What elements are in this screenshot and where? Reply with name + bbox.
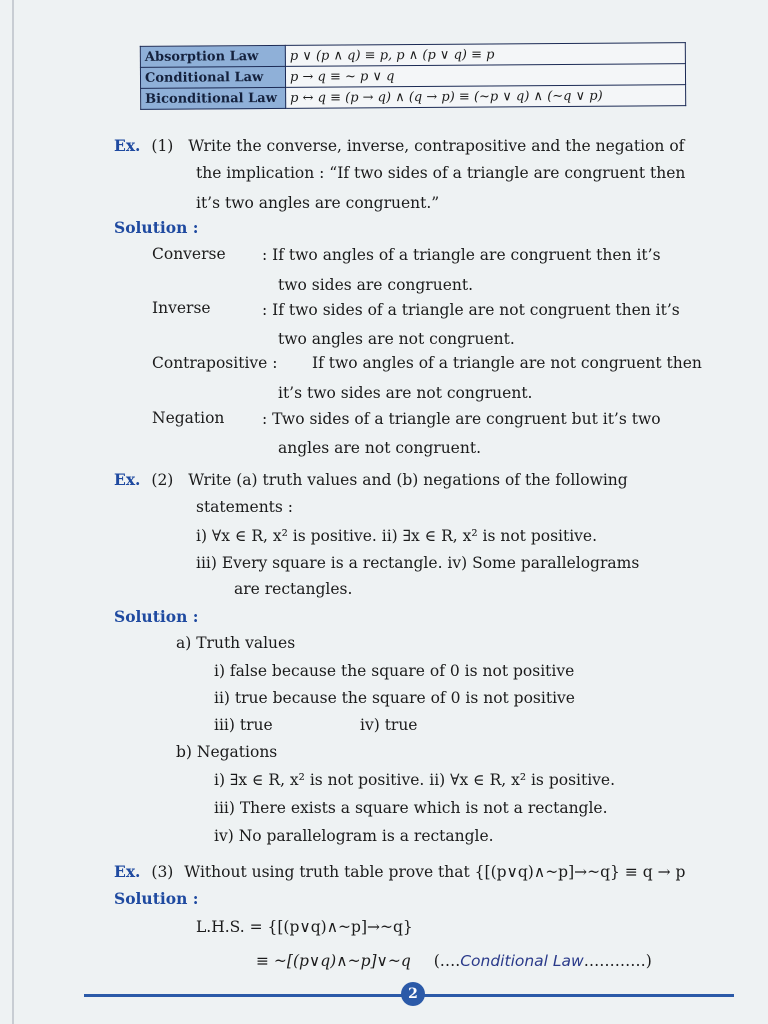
answer-text: : If two sides of a triangle are not congruent then it’s — [262, 301, 680, 319]
solution-heading: Solution : — [114, 218, 199, 237]
answer-text: two sides are congruent. — [278, 276, 474, 294]
equation-line — [256, 951, 652, 971]
reason-close: …………) — [583, 952, 652, 970]
law-name: Conditional Law — [140, 66, 285, 88]
question-text: it’s two angles are congruent.” — [196, 194, 440, 212]
question-text: Without using truth table prove that {[(p∨q)∧~p]→~q} ≡ q → p — [184, 863, 686, 881]
question-text: i) ∀x ∈ R, x² is positive. ii) ∃x ∈ R, x² is not positive. — [196, 527, 598, 545]
answer-text: angles are not congruent. — [278, 439, 481, 457]
equation-text: ≡ ~[(p∨q)∧~p]∨~q — [256, 952, 411, 970]
example-number: (1) — [151, 137, 174, 155]
law-name: Absorption Law — [140, 45, 285, 67]
answer-subheading: b) Negations — [176, 743, 278, 761]
answer-text: iv) No parallelogram is a rectangle. — [214, 827, 494, 845]
question-text: Write the converse, inverse, contrapositive and the negation of — [188, 137, 685, 155]
solution-heading: Solution : — [114, 889, 199, 908]
question-text: are rectangles. — [234, 580, 353, 598]
ex3-question-line — [114, 862, 685, 882]
laws-table — [140, 42, 686, 110]
answer-text: i) ∃x ∈ R, x² is not positive. ii) ∀x ∈ R, x² is positive. — [214, 771, 616, 789]
law-name: Biconditional Law — [141, 87, 286, 109]
question-text: iii) Every square is a rectangle. iv) Some parallelograms — [196, 554, 640, 572]
handwritten-reason: Conditional Law — [460, 952, 584, 970]
answer-text: : If two angles of a triangle are congruent then it’s — [262, 246, 661, 264]
example-number: (2) — [151, 471, 174, 489]
answer-text: iv) true — [360, 716, 418, 734]
reason-open: (…. — [433, 952, 461, 970]
equation-line: L.H.S. = {[(p∨q)∧~p]→~q} — [196, 918, 413, 936]
example-label: Ex. — [114, 862, 141, 881]
solution-heading: Solution : — [114, 607, 199, 626]
example-label: Ex. — [114, 136, 141, 155]
law-expression: p ∨ (p ∧ q) ≡ p, p ∧ (p ∨ q) ≡ p — [285, 43, 685, 67]
answer-label: Negation — [152, 409, 225, 427]
answer-text: iii) true — [214, 716, 273, 734]
question-text: Write (a) truth values and (b) negations of the following — [188, 471, 628, 489]
answer-text: it’s two sides are not congruent. — [278, 384, 533, 402]
ex2-question-line — [114, 470, 628, 490]
answer-label: Converse — [152, 245, 226, 263]
page-number: 2 — [401, 982, 425, 1006]
answer-label: Inverse — [152, 299, 211, 317]
table-row — [141, 85, 686, 110]
answer-text: iii) There exists a square which is not a rectangle. — [214, 799, 608, 817]
answer-text: ii) true because the square of 0 is not positive — [214, 689, 575, 707]
question-text: statements : — [196, 498, 294, 516]
answer-text: two angles are not congruent. — [278, 330, 515, 348]
binding-edge — [12, 0, 14, 1024]
example-label: Ex. — [114, 470, 141, 489]
law-expression: p ↔ q ≡ (p → q) ∧ (q → p) ≡ (~p ∨ q) ∧ (~q ∨ p) — [286, 85, 686, 109]
answer-text: i) false because the square of 0 is not positive — [214, 662, 575, 680]
example-number: (3) — [151, 863, 174, 881]
question-text: the implication : “If two sides of a triangle are congruent then — [196, 164, 686, 182]
answer-label: Contrapositive : — [152, 354, 278, 372]
answer-text: If two angles of a triangle are not congruent then — [312, 354, 702, 372]
answer-subheading: a) Truth values — [176, 634, 296, 652]
law-expression: p → q ≡ ~ p ∨ q — [285, 64, 685, 88]
answer-text: : Two sides of a triangle are congruent but it’s two — [262, 410, 661, 428]
ex1-question-line — [114, 136, 684, 156]
